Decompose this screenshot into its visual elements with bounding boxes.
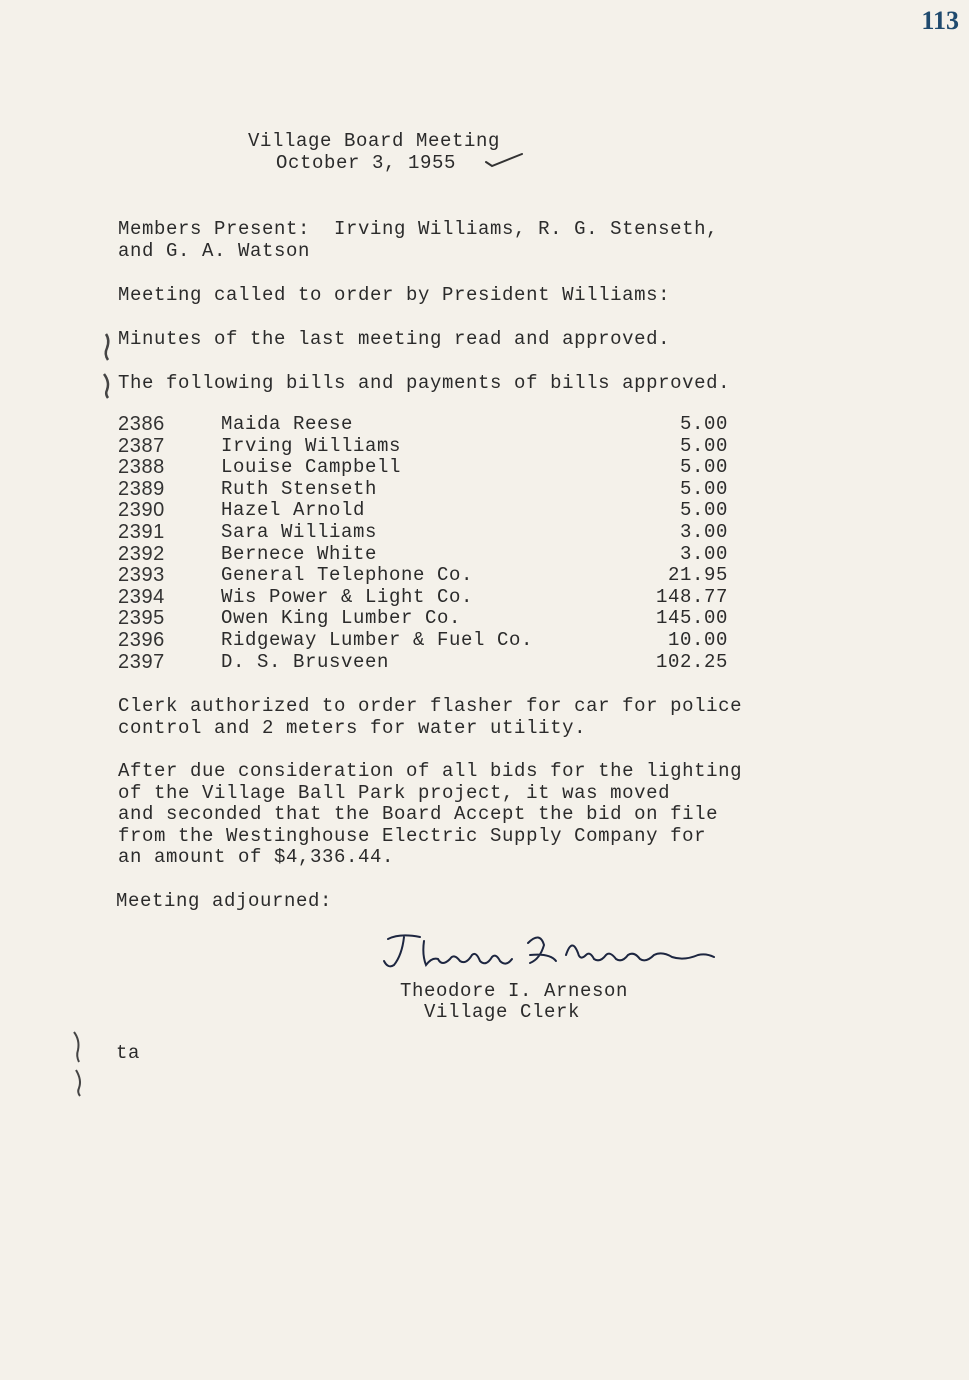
- meeting-adjourned: Meeting adjourned:: [116, 890, 333, 912]
- clerk-authorized-paragraph: Clerk authorized to order flasher for car for police control and 2 meters for water utility.: [118, 695, 743, 739]
- bill-number: 2394: [118, 585, 165, 608]
- bill-payee: Ridgeway Lumber & Fuel Co.: [221, 628, 534, 651]
- bill-payee: Wis Power & Light Co.: [221, 585, 474, 608]
- bill-row: [118, 521, 738, 543]
- bill-row: [118, 651, 738, 673]
- bill-amount: 5.00: [679, 434, 728, 457]
- check-mark-icon: [484, 150, 524, 172]
- signature-title: Village Clerk: [424, 1001, 581, 1023]
- bills-list: [118, 413, 738, 672]
- members-present: Members Present: Irving Williams, R. G. Stenseth, and G. A. Watson: [118, 218, 719, 262]
- bill-amount: 3.00: [679, 520, 728, 543]
- bill-number: 2392: [118, 542, 165, 565]
- bill-number: 2393: [118, 564, 165, 587]
- bill-amount: 102.25: [655, 650, 728, 673]
- bill-row: [118, 607, 738, 629]
- typist-initials: ta: [116, 1042, 141, 1064]
- bill-amount: 5.00: [679, 456, 728, 479]
- bill-row: [118, 629, 738, 651]
- bill-payee: Maida Reese: [221, 413, 354, 435]
- bill-payee: Sara Williams: [221, 520, 378, 543]
- bill-amount: 5.00: [679, 499, 728, 522]
- bills-intro: The following bills and payments of bills approved.: [118, 372, 731, 394]
- meeting-title: Village Board Meeting: [248, 130, 501, 152]
- bill-number: 2390: [118, 499, 165, 522]
- bill-number: 2396: [118, 628, 165, 651]
- bill-row: [118, 435, 738, 457]
- page-number: 113: [921, 6, 959, 35]
- bill-amount: 145.00: [655, 607, 728, 630]
- bill-amount: 10.00: [667, 628, 728, 651]
- bill-number: 2386: [118, 413, 165, 435]
- bill-payee: D. S. Brusveen: [221, 650, 390, 673]
- bill-row: [118, 499, 738, 521]
- bill-payee: Hazel Arnold: [221, 499, 366, 522]
- bill-number: 2388: [118, 456, 165, 479]
- bill-amount: 148.77: [655, 585, 728, 608]
- called-to-order: Meeting called to order by President Williams:: [118, 284, 671, 306]
- bill-number: 2387: [118, 434, 165, 457]
- bill-payee: Ruth Stenseth: [221, 477, 378, 500]
- bill-payee: Owen King Lumber Co.: [221, 607, 462, 630]
- bill-number: 2397: [118, 650, 165, 673]
- handwritten-signature: [380, 925, 720, 975]
- bill-row: [118, 413, 738, 435]
- minutes-approved: Minutes of the last meeting read and approved.: [118, 328, 671, 350]
- bill-number: 2389: [118, 477, 165, 500]
- bill-row: [118, 564, 738, 586]
- signature-name: Theodore I. Arneson: [400, 980, 629, 1002]
- bill-row: [118, 543, 738, 565]
- margin-bracket-icon: [70, 1028, 86, 1098]
- bill-number: 2391: [118, 520, 165, 543]
- bill-amount: 3.00: [679, 542, 728, 565]
- bill-amount: 21.95: [667, 564, 728, 587]
- bill-payee: Bernece White: [221, 542, 378, 565]
- margin-bracket-icon: [100, 330, 114, 400]
- bill-payee: Louise Campbell: [221, 456, 402, 479]
- bill-amount: 5.00: [679, 413, 728, 435]
- bill-amount: 5.00: [679, 477, 728, 500]
- bill-row: [118, 586, 738, 608]
- meeting-date: October 3, 1955: [276, 152, 457, 174]
- bill-row: [118, 456, 738, 478]
- bill-payee: General Telephone Co.: [221, 564, 474, 587]
- bill-payee: Irving Williams: [221, 434, 402, 457]
- bids-paragraph: After due consideration of all bids for the lighting of the Village Ball Park project, it was moved and seconded that the Board Accept the bid on file from the Westinghouse Electric Supply Company for an amount of $4,336.44.: [118, 760, 743, 868]
- bill-row: [118, 478, 738, 500]
- bill-number: 2395: [118, 607, 165, 630]
